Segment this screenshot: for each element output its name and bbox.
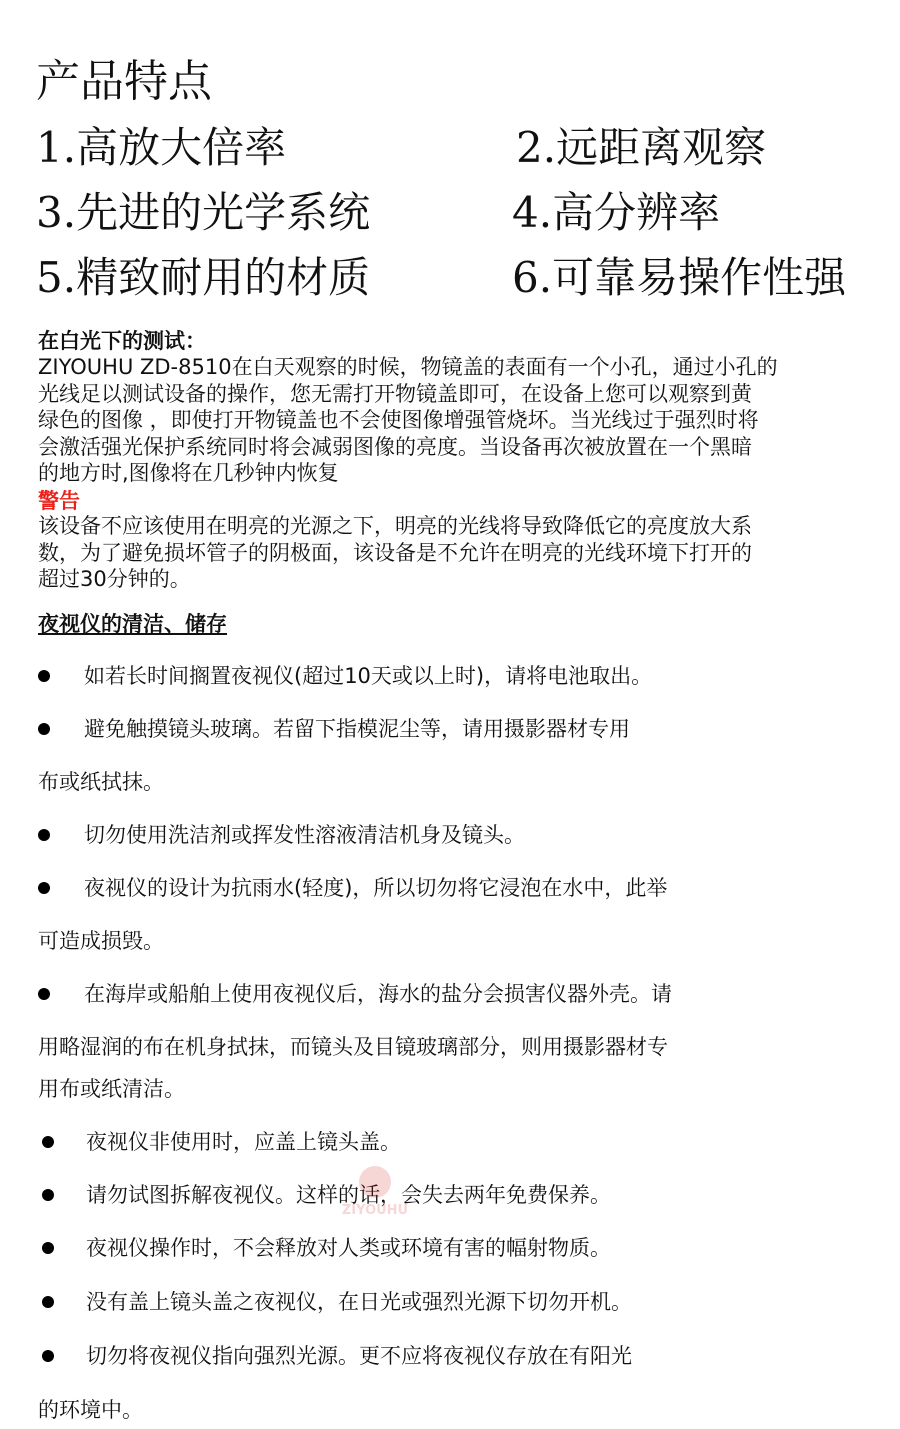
watermark-logo: [330, 1160, 420, 1220]
list-item: 避免触摸镜头玻璃。若留下指模泥尘等，请用摄影器材专用: [84, 717, 630, 741]
list-item: 没有盖上镜头盖之夜视仪，在日光或强烈光源下切勿开机。: [86, 1290, 632, 1314]
feature-6: 6.可靠易操作性强: [512, 253, 847, 302]
list-item-continuation: 可造成损毁。: [38, 929, 164, 953]
feature-2: 2.远距离观察: [516, 123, 767, 172]
bullet-dot: [38, 882, 50, 894]
white-light-line: 会激活强光保护系统同时将会减弱图像的亮度。当设备再次被放置在一个黑暗: [38, 434, 752, 459]
feature-5: 5.精致耐用的材质: [36, 253, 371, 302]
page-title: 产品特点: [36, 56, 212, 107]
warning-text: [38, 513, 868, 593]
list-item: 在海岸或船舶上使用夜视仪后，海水的盐分会损害仪器外壳。请: [84, 982, 672, 1006]
list-item: 切勿将夜视仪指向强烈光源。更不应将夜视仪存放在有阳光: [86, 1344, 632, 1368]
white-light-heading: 在白光下的测试：: [38, 329, 206, 353]
white-light-line: 光线足以测试设备的操作，您无需打开物镜盖即可，在设备上您可以观察到黄: [38, 381, 752, 406]
bullet-dot: [38, 670, 50, 682]
list-item-continuation: 用略湿润的布在机身拭抹，而镜头及目镜玻璃部分，则用摄影器材专: [38, 1035, 668, 1059]
white-light-line: ZIYOUHU ZD-8510在白天观察的时候，物镜盖的表面有一个小孔，通过小孔的: [38, 355, 778, 379]
list-item: 切勿使用洗洁剂或挥发性溶液清洁机身及镜头。: [84, 823, 525, 847]
feature-4: 4.高分辨率: [512, 188, 721, 237]
bullet-dot: [42, 1242, 54, 1254]
white-light-line: 的地方时,图像将在几秒钟内恢复: [38, 461, 339, 485]
feature-3: 3.先进的光学系统: [36, 188, 371, 237]
warning-line: 数，为了避免损坏管子的阴极面，该设备是不允许在明亮的光线环境下打开的: [38, 540, 752, 565]
bullet-dot: [38, 829, 50, 841]
list-item: 夜视仪操作时，不会释放对人类或环境有害的幅射物质。: [86, 1236, 611, 1260]
list-item-continuation: 的环境中。: [38, 1398, 143, 1422]
warning-line: 该设备不应该使用在明亮的光源之下，明亮的光线将导致降低它的亮度放大系: [38, 514, 752, 538]
feature-1: 1.高放大倍率: [36, 123, 287, 172]
bullet-dot: [42, 1136, 54, 1148]
list-item-continuation: 用布或纸清洁。: [38, 1077, 185, 1101]
list-item: 请勿试图拆解夜视仪。这样的话，会失去两年免费保养。: [86, 1183, 611, 1207]
bullet-dot: [42, 1189, 54, 1201]
bullet-dot: [42, 1350, 54, 1362]
warning-label: 警告: [38, 489, 80, 513]
white-light-text: [38, 354, 868, 487]
care-heading: 夜视仪的清洁、储存: [38, 612, 227, 636]
list-item-continuation: 布或纸拭抹。: [38, 770, 164, 794]
warning-line: 超过30分钟的。: [38, 567, 191, 591]
bullet-dot: [38, 988, 50, 1000]
list-item: 夜视仪的设计为抗雨水(轻度)，所以切勿将它浸泡在水中，此举: [84, 876, 668, 900]
bullet-dot: [42, 1296, 54, 1308]
watermark-text: ZIYOUHU: [341, 1203, 409, 1218]
white-light-line: 绿色的图像 ，即使打开物镜盖也不会使图像增强管烧坏。当光线过于强烈时将: [38, 408, 759, 432]
list-item: 夜视仪非使用时，应盖上镜头盖。: [86, 1130, 401, 1154]
list-item: 如若长时间搁置夜视仪(超过10天或以上时)，请将电池取出。: [84, 664, 653, 688]
bullet-dot: [38, 723, 50, 735]
